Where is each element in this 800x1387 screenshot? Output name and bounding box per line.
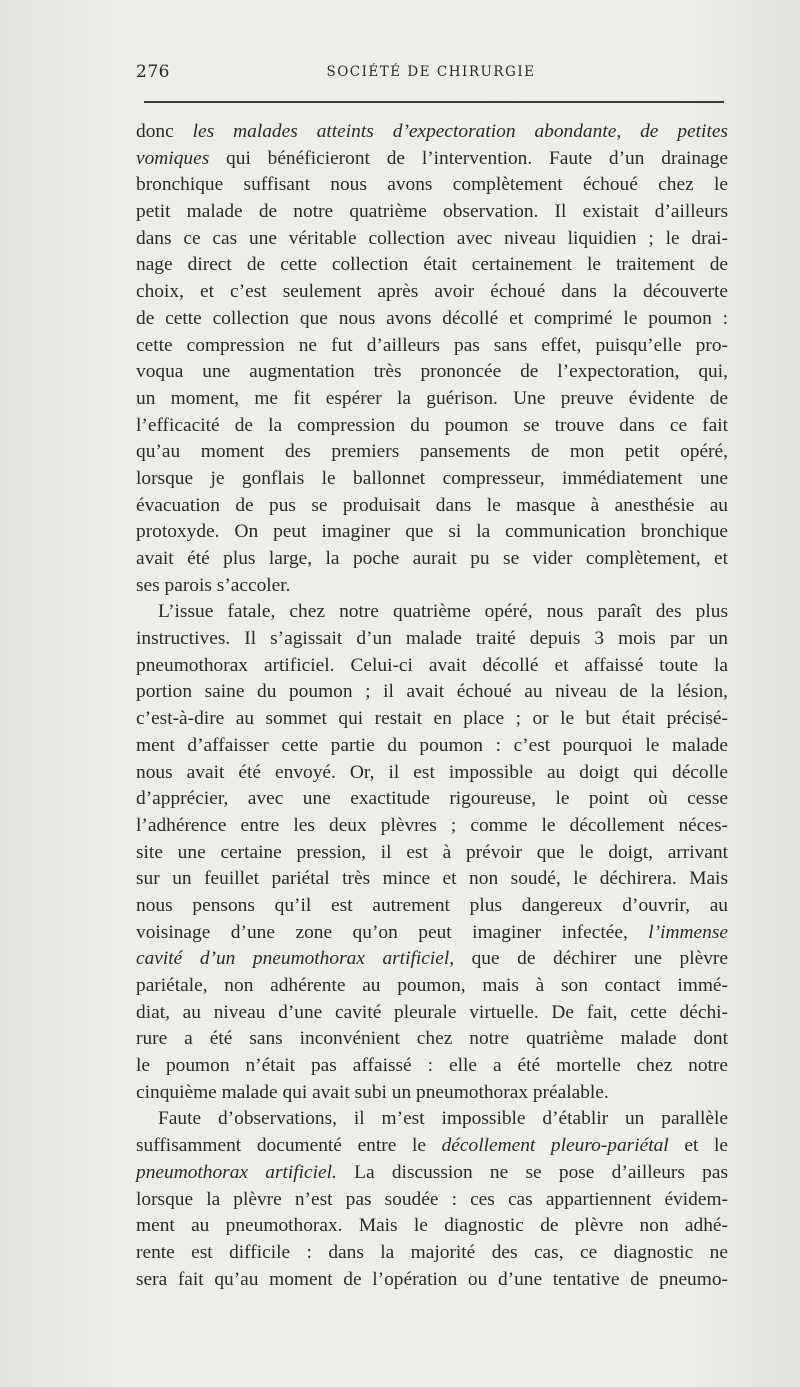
text-line <box>136 1080 728 1107</box>
italic-text-segment: pneumothorax artificiel. <box>136 1161 337 1183</box>
text-segment: un moment, me fit espérer la guérison. Une preuve évidente de <box>136 387 728 409</box>
text-segment: La discussion ne se pose d’ailleurs pas <box>336 1161 728 1183</box>
text-line <box>136 1187 728 1214</box>
text-segment: donc <box>136 121 193 142</box>
text-line <box>136 1106 728 1133</box>
text-line <box>136 973 728 1000</box>
text-line <box>136 573 728 600</box>
text-line <box>136 653 728 680</box>
text-segment: et le <box>668 1135 728 1157</box>
text-line <box>136 760 728 787</box>
italic-text-segment: décollement pleuro-pariétal <box>441 1135 669 1157</box>
text-line <box>136 1160 728 1187</box>
text-segment: évacuation de pus se produisait dans le masque à anesthésie au <box>136 494 728 516</box>
text-line <box>136 386 728 413</box>
italic-text-segment: cavité d’un pneumothorax artificiel, <box>136 948 455 970</box>
text-line <box>136 599 728 626</box>
text-segment: de cette collection que nous avons décollé et comprimé le poumon : <box>136 307 728 329</box>
text-segment: petit malade de notre quatrième observation. Il existait d’ailleurs <box>136 201 728 223</box>
text-segment: nage direct de cette collection était certainement le traitement de <box>136 254 728 276</box>
text-line <box>136 439 728 466</box>
text-line <box>136 920 728 947</box>
text-segment: site une certaine pression, il est à prévoir que le doigt, arrivant <box>136 841 728 863</box>
italic-text-segment: l’immense <box>648 921 728 943</box>
text-segment: qui bénéficieront de l’intervention. Faute d’un drainage <box>209 147 728 169</box>
text-segment: cinquième malade qui avait subi un pneumothorax préalable. <box>136 1081 609 1103</box>
text-segment: L’issue fatale, chez notre quatrième opéré, nous paraît des plus <box>158 601 728 623</box>
text-segment: bronchique suffisant nous avons complètement échoué chez le <box>136 174 728 196</box>
text-line <box>136 466 728 493</box>
text-segment: Faute d’observations, il m’est impossible d’établir un parallèle <box>158 1108 728 1130</box>
header-rule <box>144 101 724 103</box>
text-segment: qu’au moment des premiers pansements de mon petit opéré, <box>136 441 728 463</box>
text-line <box>136 519 728 546</box>
text-line <box>136 840 728 867</box>
text-line <box>136 1053 728 1080</box>
text-segment: voqua une augmentation très prononcée de l’expectoration, qui, <box>136 361 728 383</box>
text-segment: ment au pneumothorax. Mais le diagnostic de plèvre non adhé- <box>136 1215 728 1237</box>
text-line <box>136 706 728 733</box>
text-line <box>136 279 728 306</box>
text-segment: l’adhérence entre les deux plèvres ; comme le décollement néces- <box>136 814 728 836</box>
text-segment: lorsque je gonflais le ballonnet compresseur, immédiatement une <box>136 467 728 489</box>
text-segment: dans ce cas une véritable collection avec niveau liquidien ; le drai- <box>136 227 728 249</box>
text-segment: instructives. Il s’agissait d’un malade traité depuis 3 mois par un <box>136 628 728 650</box>
text-line <box>136 493 728 520</box>
text-line <box>136 413 728 440</box>
text-segment: l’efficacité de la compression du poumon se trouve dans ce fait <box>136 414 728 436</box>
text-segment: c’est-à-dire au sommet qui restait en place ; or le but était précisé- <box>136 708 728 730</box>
text-line <box>136 119 728 146</box>
text-line <box>136 866 728 893</box>
text-segment: suffisamment documenté entre le <box>136 1135 442 1157</box>
italic-text-segment: les malades atteints d’expectoration abondante, de petites <box>192 121 728 142</box>
text-line <box>136 1213 728 1240</box>
text-line <box>136 679 728 706</box>
text-line <box>136 893 728 920</box>
page-number: 276 <box>136 62 170 82</box>
text-line <box>136 333 728 360</box>
text-line <box>136 252 728 279</box>
text-line <box>136 1026 728 1053</box>
text-line <box>136 359 728 386</box>
text-segment: le poumon n’était pas affaissé : elle a été mortelle chez notre <box>136 1055 728 1077</box>
text-line <box>136 1133 728 1160</box>
body-text <box>136 119 728 1293</box>
text-segment: sera fait qu’au moment de l’opération ou d’une tentative de pneumo- <box>136 1268 728 1290</box>
text-segment: diat, au niveau d’une cavité pleurale virtuelle. De fait, cette déchi- <box>136 1001 728 1023</box>
text-line <box>136 733 728 760</box>
page-header <box>136 62 726 88</box>
text-segment: pneumothorax artificiel. Celui-ci avait décollé et affaissé toute la <box>136 654 728 676</box>
text-segment: nous avait été envoyé. Or, il est impossible au doigt qui décolle <box>136 761 728 783</box>
text-segment: ses parois s’accoler. <box>136 574 291 596</box>
text-segment: voisinage d’une zone qu’on peut imaginer infectée, <box>136 921 649 943</box>
text-segment: portion saine du poumon ; il avait échoué au niveau de la lésion, <box>136 681 728 703</box>
text-line <box>136 786 728 813</box>
italic-text-segment: vomiques <box>136 147 210 169</box>
text-segment: rente est difficile : dans la majorité des cas, ce diagnostic ne <box>136 1241 728 1263</box>
text-line <box>136 946 728 973</box>
text-segment: lorsque la plèvre n’est pas soudée : ces cas appartiennent évidem- <box>136 1188 728 1210</box>
running-head: SOCIÉTÉ DE CHIRURGIE <box>326 64 536 80</box>
text-segment: d’apprécier, avec une exactitude rigoureuse, le point où cesse <box>136 788 728 810</box>
text-segment: pariétale, non adhérente au poumon, mais à son contact immé- <box>136 975 728 996</box>
text-line <box>136 1000 728 1027</box>
text-segment: nous pensons qu’il est autrement plus dangereux d’ouvrir, au <box>136 894 728 916</box>
text-line <box>136 1267 728 1294</box>
text-line <box>136 146 728 173</box>
text-line <box>136 626 728 653</box>
text-line <box>136 546 728 573</box>
text-segment: rure a été sans inconvénient chez notre quatrième malade dont <box>136 1028 728 1050</box>
text-line <box>136 306 728 333</box>
text-line <box>136 199 728 226</box>
text-segment: cette compression ne fut d’ailleurs pas sans effet, puisqu’elle pro- <box>136 334 728 356</box>
text-segment: choix, et c’est seulement après avoir échoué dans la découverte <box>136 281 728 303</box>
text-segment: que de déchirer une plèvre <box>454 948 728 970</box>
text-line <box>136 226 728 253</box>
text-segment: protoxyde. On peut imaginer que si la communication bronchique <box>136 521 728 543</box>
text-segment: avait été plus large, la poche aurait pu se vider complètement, et <box>136 548 728 569</box>
text-line <box>136 813 728 840</box>
text-segment: ment d’affaisser cette partie du poumon : c’est pourquoi le malade <box>136 734 728 756</box>
text-segment: sur un feuillet pariétal très mince et non soudé, le déchirera. Mais <box>136 868 728 890</box>
text-line <box>136 1240 728 1267</box>
text-line <box>136 172 728 199</box>
